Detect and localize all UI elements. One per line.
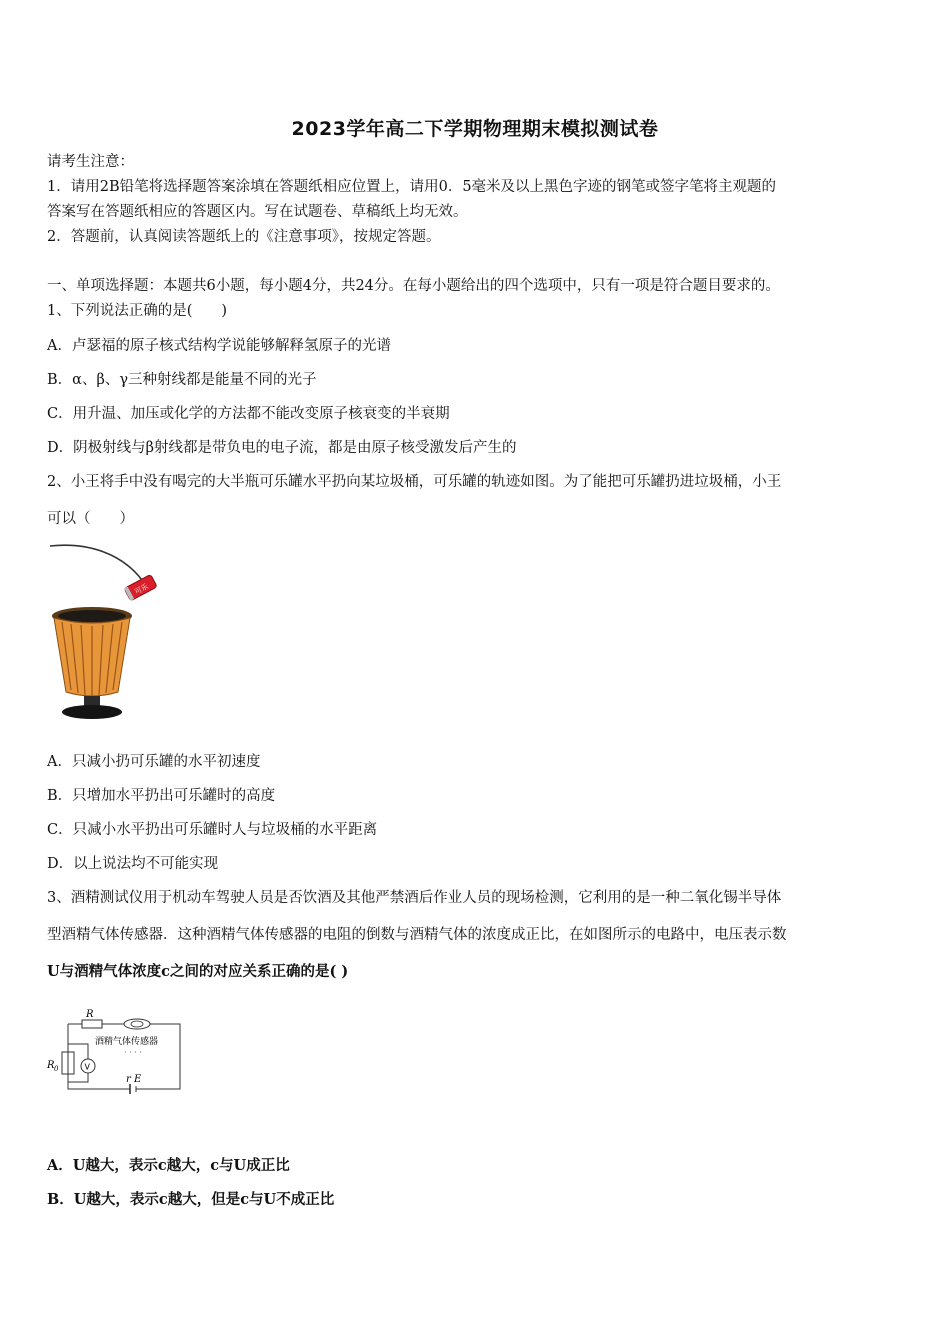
section-heading: 一、单项选择题：本题共6小题，每小题4分，共24分。在每小题给出的四个选项中，只有一项是符合题目要求的。 xyxy=(47,278,780,294)
bin-opening xyxy=(58,610,126,622)
notice-line-1b: 答案写在答题纸相应的答题区内。写在试题卷、草稿纸上均无效。 xyxy=(47,204,468,220)
trash-can-figure xyxy=(44,540,164,722)
wire-left-bottom xyxy=(68,1024,130,1089)
resistor-r xyxy=(82,1020,102,1028)
q3-stem-line-3: U与酒精气体浓度c之间的对应关系正确的是( ) xyxy=(47,963,349,980)
q2-option-d: D．以上说法均不可能实现 xyxy=(47,856,219,872)
q1-stem: 1、下列说法正确的是( ) xyxy=(47,303,228,319)
q3-option-a: A．U越大，表示c越大，c与U成正比 xyxy=(47,1157,290,1174)
wire-right xyxy=(136,1024,180,1089)
sensor-element xyxy=(124,1019,150,1029)
notice-heading: 请考生注意： xyxy=(47,154,134,170)
can-label: 可乐 xyxy=(133,582,150,597)
q2-option-c: C．只减小水平扔出可乐罐时人与垃圾桶的水平距离 xyxy=(47,822,378,838)
label-r: R xyxy=(86,1009,94,1020)
label-r-e: r E xyxy=(126,1074,142,1085)
q3-stem-line-2: 型酒精气体传感器．这种酒精气体传感器的电阻的倒数与酒精气体的浓度成正比，在如图所示的电路中，电压表示数 xyxy=(47,927,787,943)
trajectory-curve xyxy=(50,545,142,580)
q1-option-a: A．卢瑟福的原子核式结构学说能够解释氢原子的光谱 xyxy=(47,338,391,354)
q2-option-a: A．只减小扔可乐罐的水平初速度 xyxy=(47,754,261,770)
label-voltmeter: V xyxy=(84,1062,90,1072)
page-title: 2023学年高二下学期物理期末模拟测试卷 xyxy=(291,118,659,140)
q3-option-b: B．U越大，表示c越大，但是c与U不成正比 xyxy=(47,1191,335,1208)
notice-line-2: 2．答题前，认真阅读答题纸上的《注意事项》，按规定答题。 xyxy=(47,229,441,245)
label-r0: R xyxy=(47,1060,55,1071)
notice-line-1: 1．请用2B铅笔将选择题答案涂填在答题纸相应位置上，请用0．5毫米及以上黑色字迹的钢笔或签字笔将主观题的 xyxy=(47,179,777,195)
bin-base xyxy=(62,705,122,719)
q2-stem-line-2: 可以（ ） xyxy=(47,511,134,527)
label-sensor: 酒精气体传感器 xyxy=(95,1037,159,1047)
q1-option-c: C．用升温、加压或化学的方法都不能改变原子核衰变的半衰期 xyxy=(47,406,450,422)
q3-stem-line-1: 3、酒精测试仪用于机动车驾驶人员是否饮酒及其他严禁酒后作业人员的现场检测，它利用的是一种二氧化锡半导体 xyxy=(47,890,782,906)
sensor-dots: · · · · xyxy=(124,1048,142,1057)
circuit-diagram xyxy=(40,1004,190,1100)
q2-stem-line-1: 2、小王将手中没有喝完的大半瓶可乐罐水平扔向某垃圾桶，可乐罐的轨迹如图。为了能把可乐罐扔进垃圾桶，小王 xyxy=(47,474,782,490)
q2-option-b: B．只增加水平扔出可乐罐时的高度 xyxy=(47,788,276,804)
q1-option-b: B．α、β、γ三种射线都是能量不同的光子 xyxy=(47,372,317,388)
label-r0-subscript: 0 xyxy=(54,1065,59,1073)
q1-option-d: D．阴极射线与β射线都是带负电的电子流，都是由原子核受激发后产生的 xyxy=(47,440,517,456)
